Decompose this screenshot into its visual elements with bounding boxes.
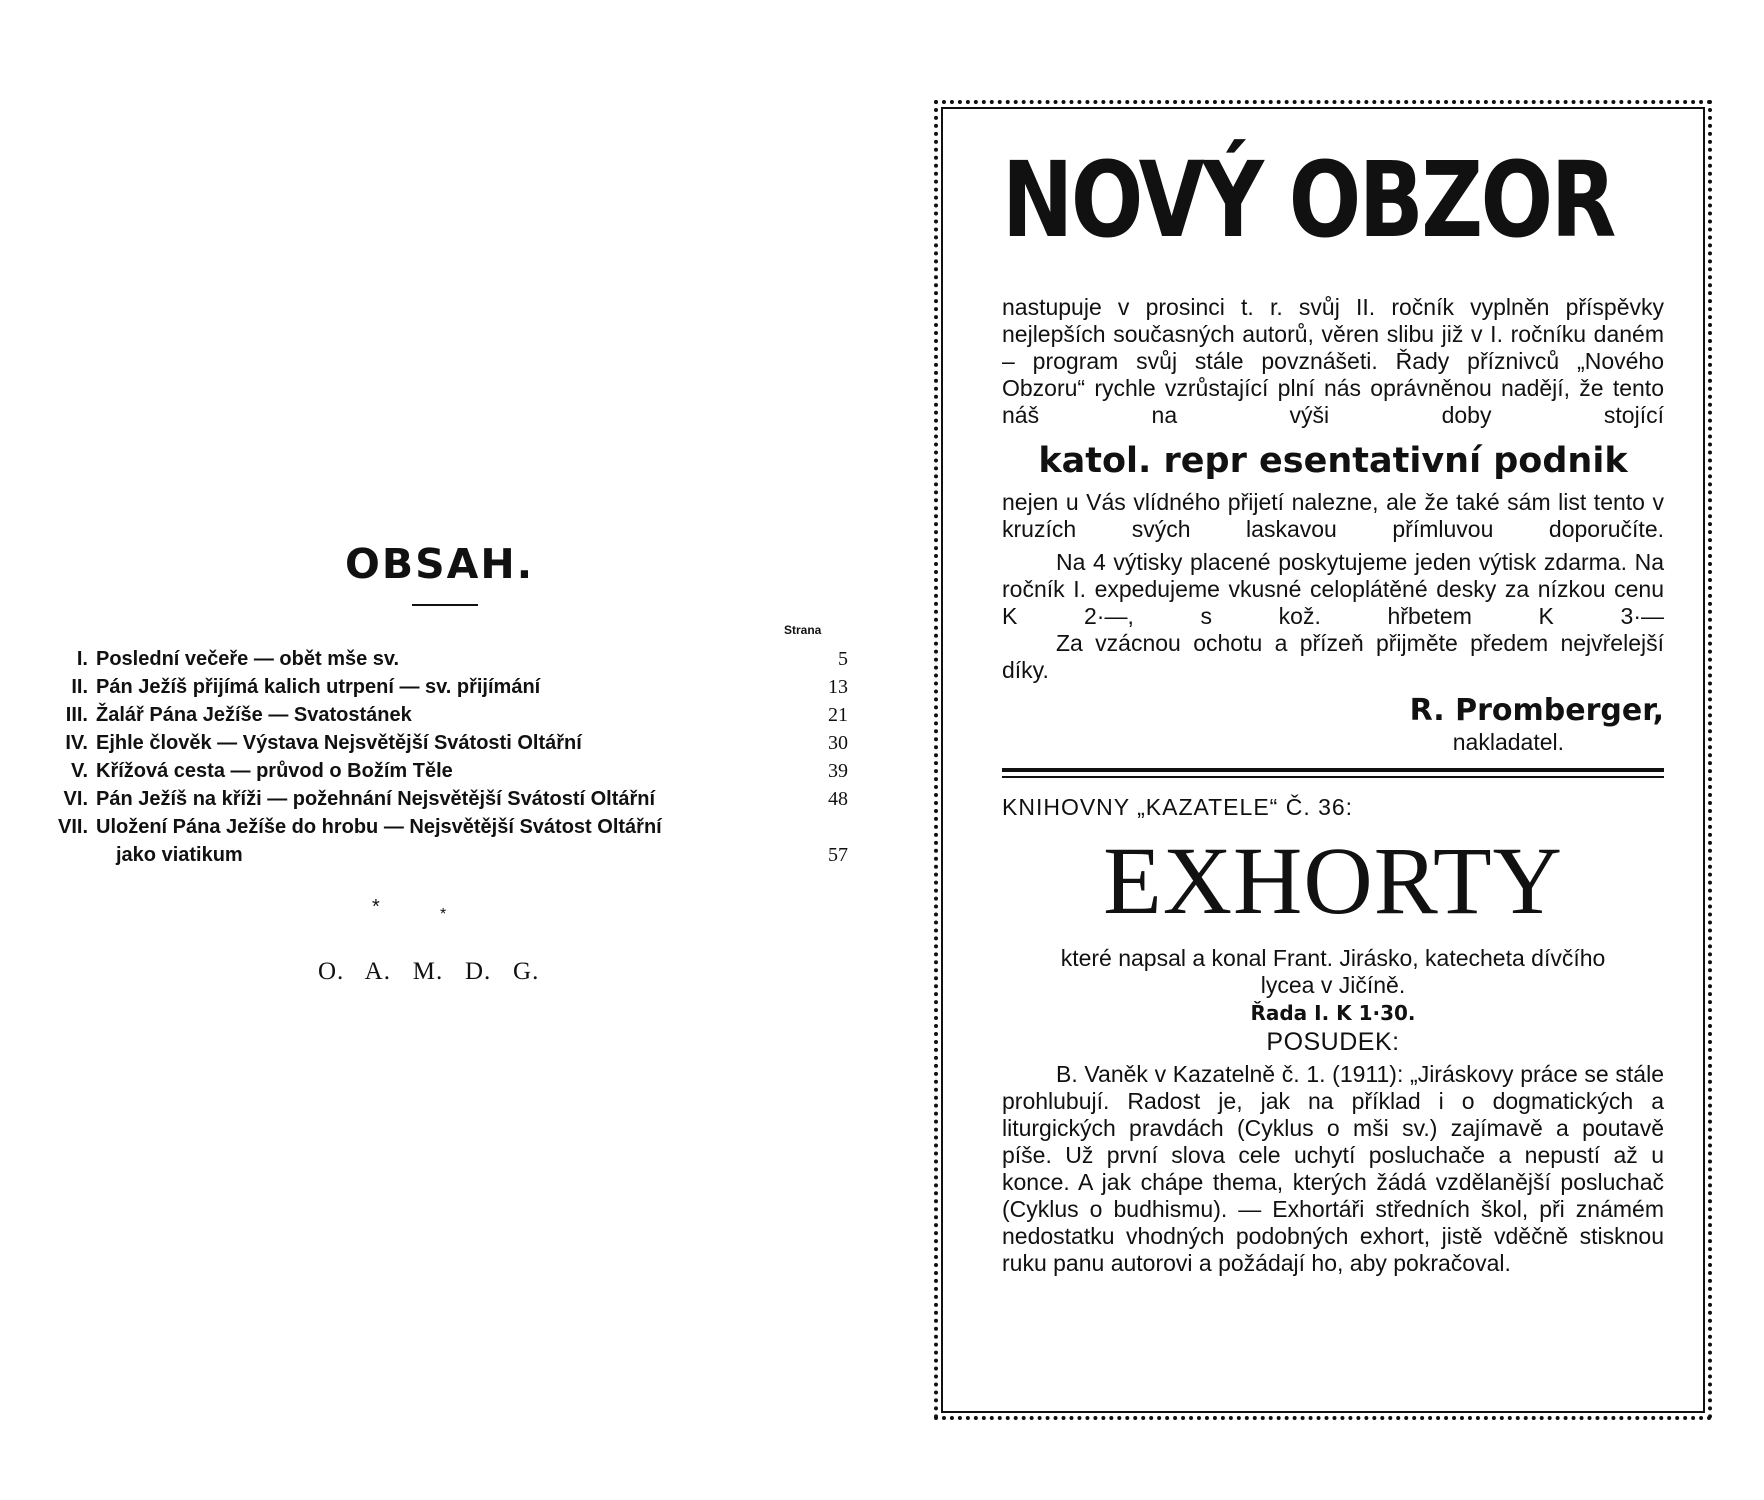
toc-entry-number: V. xyxy=(70,760,88,782)
toc-entry-title: Pán Ježíš přijímá kalich utrpení — sv. přijímání xyxy=(96,676,541,698)
toc-entry-page: 48 xyxy=(828,788,848,810)
series-line: KNIHOVNY „KAZATELE“ Č. 36: xyxy=(1002,794,1354,820)
toc-entry-title: Poslední večeře — obět mše sv. xyxy=(96,648,400,670)
toc-entry-number: VII. xyxy=(57,816,88,838)
asterisk-ornament: * xyxy=(440,906,447,923)
toc-entry-title: Uložení Pána Ježíše do hrobu — Nejsvětější Svátost Oltářní xyxy=(96,816,662,838)
toc-entry-title: Žalář Pána Ježíše — Svatostánek xyxy=(96,704,412,726)
toc-entry xyxy=(48,673,848,701)
toc-entry-page: 30 xyxy=(828,732,848,754)
continuation-paragraph: nejen u Vás vlídného přijetí nalezne, ale že také sám list tento v kruzích svých laskavou přímluvou doporučíte. xyxy=(1002,489,1664,542)
asterisk-ornament: * xyxy=(372,896,380,918)
toc-entry-number: IV. xyxy=(65,732,88,754)
thanks-paragraph: Za vzácnou ochotu a přízeň přijměte předem nejvřelejší díky. xyxy=(1002,630,1664,683)
book-author: které napsal a konal Frant. Jirásko, katecheta dívčího lycea v Jičíně. xyxy=(1060,945,1606,998)
toc-entry-number: III. xyxy=(65,704,88,726)
toc-entry-number: I. xyxy=(76,648,88,670)
toc-entry xyxy=(48,757,848,785)
offer-paragraph: Na 4 výtisky placené poskytujeme jeden výtisk zdarma. Na ročník I. expedujeme vkusné celoplátěné desky za nízkou cenu K 2·—, s kož. hřbetem K 3·— xyxy=(1002,549,1664,629)
toc-entry-title: Křížová cesta — průvod o Božím Těle xyxy=(96,760,453,782)
toc-entry-number: VI. xyxy=(63,788,88,810)
toc-entry xyxy=(48,785,848,813)
signature-name: R. Promberger, xyxy=(1409,693,1664,728)
advertisement-frame xyxy=(934,100,1712,1420)
closing-motto: O. A. M. D. G. xyxy=(318,958,540,985)
advertisement-content xyxy=(1002,139,1664,1277)
toc-entry xyxy=(48,645,848,673)
toc-entry-number: II. xyxy=(71,676,88,698)
masthead-title: NOVÝ OBZOR xyxy=(1002,139,1614,261)
section-divider xyxy=(1002,768,1664,778)
book-price: Řada I. K 1·30. xyxy=(1250,1001,1416,1025)
toc-entry-page: 57 xyxy=(828,844,848,866)
review-heading: POSUDEK: xyxy=(1266,1028,1400,1056)
toc-entry-page: 39 xyxy=(828,760,848,782)
book-title: EXHORTY xyxy=(1103,827,1563,934)
toc-entry-page: 13 xyxy=(828,676,848,698)
left-page xyxy=(0,0,880,1500)
highlight-line: katol. repr esentativní podnik xyxy=(1038,441,1628,481)
page-column-label: Strana xyxy=(784,623,822,637)
toc-heading: OBSAH. xyxy=(345,540,535,588)
toc-entry xyxy=(48,701,848,729)
toc-entry-page: 5 xyxy=(838,648,848,670)
heading-rule xyxy=(412,604,478,606)
table-of-contents xyxy=(48,645,848,869)
toc-entry-page: 21 xyxy=(828,704,848,726)
toc-entry-title: Pán Ježíš na kříži — požehnání Nejsvětější Svátostí Oltářní xyxy=(96,788,656,810)
toc-entry-title-continued: jako viatikum xyxy=(116,844,243,866)
toc-entry-title: Ejhle člověk — Výstava Nejsvětější Svátosti Oltářní xyxy=(96,732,582,754)
signature-role: nakladatel. xyxy=(1452,729,1564,755)
toc-entry xyxy=(48,729,848,757)
intro-paragraph: nastupuje v prosinci t. r. svůj II. ročník vyplněn příspěvky nejlepších současných autorů, věren slibu již v I. ročníku daném – program svůj stále povznášeti. Řady příznivců „Nového Obzoru“ rychle vzrůstající plní nás oprávněnou nadějí, že tento náš na výši doby stojící xyxy=(1002,294,1664,428)
toc-entry xyxy=(48,813,848,869)
review-text: B. Vaněk v Kazatelně č. 1. (1911): „Jiráskovy práce se stále prohlubují. Radost je, jak na příklad i o dogmatických a liturgických pravdách (Cyklus o mši sv.) zajímavě a poutavě píše. Už první slova cele uchytí posluchače a nepustí až u konce. A jak chápe thema, kterých žádá vzdělanější posluchač (Cyklus o budhismu). — Exhortáři středních škol, při známém nedostatku vhodných podobných exhort, jistě vděčně stisknou ruku panu autorovi a požádají ho, aby pokračoval. xyxy=(1002,1061,1664,1276)
